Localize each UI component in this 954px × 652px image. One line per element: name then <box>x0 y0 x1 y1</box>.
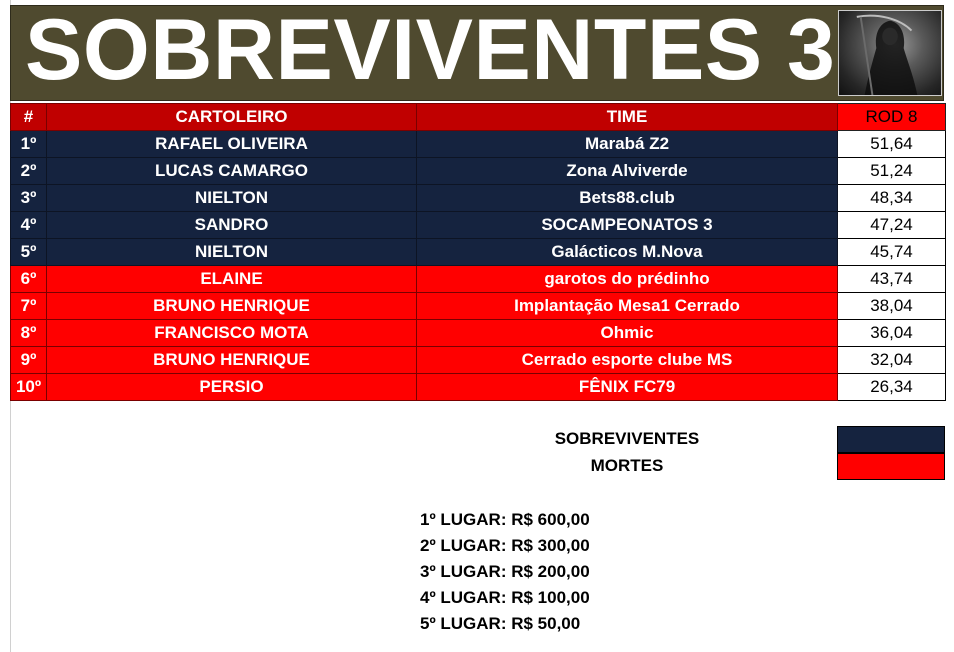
cell-points: 48,34 <box>838 185 946 212</box>
cell-points: 26,34 <box>838 374 946 401</box>
legend-deaths-label: MORTES <box>590 456 664 475</box>
cell-position: 8º <box>11 320 47 347</box>
cell-position: 7º <box>11 293 47 320</box>
cell-cartoleiro: FRANCISCO MOTA <box>47 320 417 347</box>
table-row <box>11 185 946 212</box>
prize-item: 2º LUGAR: R$ 300,00 <box>420 536 590 555</box>
header-cartoleiro: CARTOLEIRO <box>47 104 417 131</box>
cell-points: 32,04 <box>838 347 946 374</box>
cell-team: Marabá Z2 <box>417 131 838 158</box>
prize-item: 5º LUGAR: R$ 50,00 <box>420 614 581 633</box>
ranking-table <box>10 103 946 401</box>
prize-item: 1º LUGAR: R$ 600,00 <box>420 510 590 529</box>
cell-team: Zona Alviverde <box>417 158 838 185</box>
cell-position: 10º <box>11 374 47 401</box>
cell-cartoleiro: LUCAS CAMARGO <box>47 158 417 185</box>
table-row <box>11 374 946 401</box>
header-time: TIME <box>417 104 838 131</box>
cell-team: FÊNIX FC79 <box>417 374 838 401</box>
grim-reaper-icon <box>838 10 942 96</box>
cell-cartoleiro: BRUNO HENRIQUE <box>47 293 417 320</box>
cell-points: 43,74 <box>838 266 946 293</box>
cell-position: 1º <box>11 131 47 158</box>
table-row <box>11 347 946 374</box>
table-row <box>11 212 946 239</box>
cell-team: SOCAMPEONATOS 3 <box>417 212 838 239</box>
page-title: SOBREVIVENTES 3 <box>25 2 836 98</box>
header-round: ROD 8 <box>838 104 946 131</box>
cell-team: Implantação Mesa1 Cerrado <box>417 293 838 320</box>
legend-survivors-label: SOBREVIVENTES <box>554 429 700 448</box>
cell-points: 38,04 <box>838 293 946 320</box>
cell-position: 5º <box>11 239 47 266</box>
table-row <box>11 293 946 320</box>
cell-position: 9º <box>11 347 47 374</box>
prize-item: 4º LUGAR: R$ 100,00 <box>420 588 590 607</box>
title-banner <box>10 2 944 101</box>
cell-points: 36,04 <box>838 320 946 347</box>
cell-cartoleiro: BRUNO HENRIQUE <box>47 347 417 374</box>
legend-deaths-swatch <box>837 453 945 480</box>
cell-cartoleiro: ELAINE <box>47 266 417 293</box>
cell-team: Cerrado esporte clube MS <box>417 347 838 374</box>
cell-cartoleiro: SANDRO <box>47 212 417 239</box>
cell-team: Bets88.club <box>417 185 838 212</box>
table-row <box>11 131 946 158</box>
legend-survivors-swatch <box>837 426 945 453</box>
table-row <box>11 320 946 347</box>
table-row <box>11 239 946 266</box>
cell-points: 45,74 <box>838 239 946 266</box>
cell-team: Galácticos M.Nova <box>417 239 838 266</box>
header-position: # <box>11 104 47 131</box>
cell-points: 51,64 <box>838 131 946 158</box>
cell-position: 6º <box>11 266 47 293</box>
cell-position: 3º <box>11 185 47 212</box>
cell-team: Ohmic <box>417 320 838 347</box>
cell-position: 2º <box>11 158 47 185</box>
table-row <box>11 158 946 185</box>
cell-cartoleiro: PERSIO <box>47 374 417 401</box>
cell-cartoleiro: NIELTON <box>47 239 417 266</box>
cell-points: 47,24 <box>838 212 946 239</box>
prize-list <box>420 507 590 637</box>
prize-item: 3º LUGAR: R$ 200,00 <box>420 562 590 581</box>
cell-points: 51,24 <box>838 158 946 185</box>
cell-cartoleiro: RAFAEL OLIVEIRA <box>47 131 417 158</box>
cell-position: 4º <box>11 212 47 239</box>
cell-team: garotos do prédinho <box>417 266 838 293</box>
cell-cartoleiro: NIELTON <box>47 185 417 212</box>
table-row <box>11 266 946 293</box>
table-header-row <box>11 104 946 131</box>
